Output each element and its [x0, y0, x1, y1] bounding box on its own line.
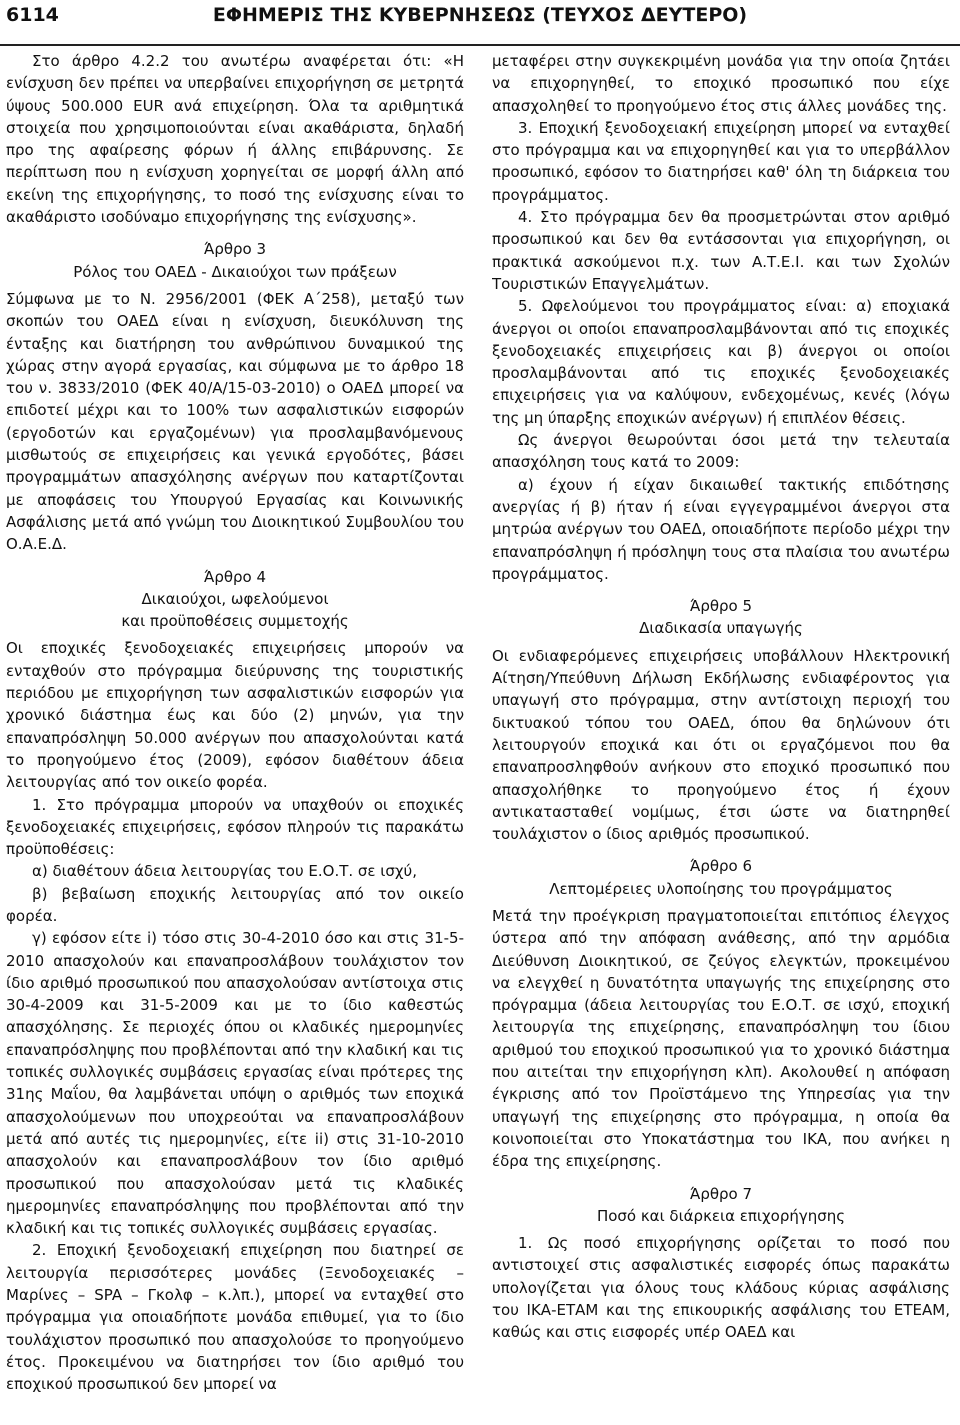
article-6-text: Μετά την προέγκριση πραγματοποιείται επιτόπιος έλεγχος ύστερα από την απόφαση ανάθεσης, από την αρμόδια Διεύθυνση Διοικητικού, σε ζεύγος ελεγκτών, προκειμένου να ελεγχθεί η δυνατότητα υπαγωγής της επιχείρησης στο πρόγραμμα (άδεια λειτουργίας του Ε.Ο.Τ. σε ισχύ, εποχική λειτουργία της επιχείρησης, επαναπρόσληψη του ίδιου αριθμού του εποχικού προσωπικού για το χρονικό διάστημα που αιτείται την επιχορήγηση κλπ). Ακολουθεί η απόφαση έγκρισης από τον Προϊστάμενο της Υπηρεσίας για την υπαγωγή της επιχείρησης στο πρόγραμμα, η οποία θα κοινοποιείται στο Υποκατάστημα του ΙΚΑ, που ανήκει η έδρα της επιχείρησης.	[492, 906, 950, 1171]
article-5-text: Οι ενδιαφερόμενες επιχειρήσεις υποβάλλουν Ηλεκτρονική Αίτηση/Υπεύθυνη Δήλωση Εκδήλωσης ενδιαφέροντος για υπαγωγή στο πρόγραμμα, στην αντίστοιχη περιοχή του δικτυακού τόπου του ΟΑΕΔ, όπου θα δηλώνουν ότι λειτουργούν εποχικά και ότι οι εργαζόμενοι που θα επαναπροσληφθούν ανήκουν στο εποχικό προσωπικό που απασχολήθηκε το προηγούμενο έτος ή έχουν αντικατασταθεί νομίμως, έτσι ώστε να διατηρηθεί τουλάχιστον ο ίδιος αριθμός προσωπικού.	[492, 646, 950, 844]
article-6-title: Λεπτομέρειες υλοποίησης του προγράμματος	[549, 879, 893, 898]
paragraph: 2. Εποχική ξενοδοχειακή επιχείρηση που διατηρεί σε λειτουργία περισσότερες μονάδες (Ξενοδοχειακές – Μαρίνες – SPA – Γκολφ – κ.λπ.), μπορεί να ενταχθεί στο πρόγραμμα για οποιαδήποτε μονάδα επιθυμεί, για το ίδιο τουλάχιστον προσωπικό που απασχολούσε το προηγούμενο έτος. Προκειμένου να διατηρήσει τον ίδιο αριθμό του εποχικού προσωπικού δεν μπορεί να	[6, 1241, 464, 1394]
page-header	[0, 0, 960, 46]
article-4-intro: Οι εποχικές ξενοδοχειακές επιχειρήσεις μπορούν να ενταχθούν στο πρόγραμμα διεύρυνσης της τουριστικής περιόδου με επιχορήγηση των ασφαλιστικών εισφορών για χρονικό διάστημα έως και δύο (2) μηνών, για την επαναπρόσληψη 50.000 ανέργων που απασχολούνται κατά το προηγούμενο έτος (2009), εφόσον διαθέτουν άδεια λειτουργίας από τον οικείο φορέα.	[6, 639, 464, 792]
paragraph: Στο άρθρο 4.2.2 του ανωτέρω αναφέρεται ότι: «Η ενίσχυση δεν πρέπει να υπερβαίνει επιχορήγηση σε μετρητά ύψους 500.000 EUR ανά επιχείρηση. Όλα τα αριθμητικά στοιχεία που χρησιμοποιούνται είναι ακαθάριστα, δηλαδή προ της αφαίρεσης φόρων ή άλλης επιβάρυνσης. Σε περίπτωση που η ενίσχυση χορηγείται σε μορφή άλλη από εκείνη της επιχορήγησης, το ποσό της ενίσχυσης είναι το ακαθάριστο ισοδύναμο επιχορήγησης της ενίσχυσης».	[6, 52, 464, 227]
paragraph: α) διαθέτουν άδεια λειτουργίας του Ε.Ο.Τ. σε ισχύ,	[32, 862, 418, 881]
page-number: 6114	[6, 4, 59, 26]
article-7-title: Ποσό και διάρκεια επιχορήγησης	[596, 1206, 846, 1225]
paragraph: 1. Στο πρόγραμμα μπορούν να υπαχθούν οι εποχικές ξενοδοχειακές επιχειρήσεις, εφόσον πληρούν τις παρακάτω προϋποθέσεις:	[6, 795, 464, 859]
paragraph: Ως άνεργοι θεωρούνται όσοι μετά την τελευταία απασχόληση τους κατά το 2009:	[492, 431, 950, 472]
article-3-number: Άρθρο 3	[203, 240, 267, 259]
article-5-title: Διαδικασία υπαγωγής	[639, 619, 803, 638]
paragraph: 3. Εποχική ξενοδοχειακή επιχείρηση μπορεί να ενταχθεί στο πρόγραμμα και να επιχορηγηθεί και για το υπερβάλλον προσωπικό, εφόσον το διατηρήσει καθ' όλη τη διάρκεια του προγράμματος.	[492, 118, 950, 204]
left-column	[6, 50, 464, 1422]
paragraph: 5. Ωφελούμενοι του προγράμματος είναι: α) εποχιακά άνεργοι οι οποίοι επαναπροσλαμβάνονται από τις εποχικές ξενοδοχειακές επιχειρήσεις και β) άνεργοι οι οποίοι προσλαμβάνονται από τις εποχικές ξενοδοχειακές επιχειρήσεις για να καλύψουν, ενδεχομένως, κενές (λόγω της μη ύπαρξης εποχικών ανέργων) ή επιπλέον θέσεις.	[492, 297, 950, 427]
article-4-number: Άρθρο 4	[203, 567, 267, 586]
paragraph: 4. Στο πρόγραμμα δεν θα προσμετρώνται στον αριθμό προσωπικού και δεν θα εντάσσονται για επιχορήγηση, οι πρακτικά ασκούμενοι π.χ. των Α.Τ.Ε.Ι. και των Σχολών Τουριστικών Επαγγελμάτων.	[492, 208, 950, 293]
right-column	[492, 50, 950, 1422]
paragraph: μεταφέρει στην συγκεκριμένη μονάδα για την οποία ζητάει να επιχορηγηθεί, το εποχικό προσωπικό που είχε απασχοληθεί το προηγούμενο έτος στις άλλες μονάδες της.	[492, 52, 950, 115]
article-4-title-line2: και προϋποθέσεις συμμετοχής	[121, 612, 349, 631]
paragraph: γ) εφόσον είτε i) τόσο στις 30-4-2010 όσο και στις 31-5-2010 απασχολούν και επαναπροσλάβουν τουλάχιστον τον ίδιο αριθμό προσωπικού που απασχολούσαν αντίστοιχα στις 30-4-2009 και 31-5-2009 και με το ίδιο καθεστώς απασχόλησης. Σε περιοχές όπου οι κλαδικές ημερομηνίες επαναπρόσληψης που προβλέπονται από την κλαδική και τις τοπικές συλλογικές συμβάσεις εργασίας είναι πρότερες της 31ης Μαΐου, θα λαμβάνεται υπόψη ο αριθμός των εποχικά απασχολούμενων που υποχρεούται να επαναπροσλάβουν μετά από αυτές τις ημερομηνίες, είτε ii) στις 31-10-2010 απασχολούν και επαναπροσλάβουν τον ίδιο αριθμό προσωπικού που απασχολούσαν μετά τις κλαδικές ημερομηνίες επαναπρόσληψης που προβλέπονται από την κλαδική και τις τοπικές συλλογικές συμβάσεις εργασίας.	[6, 929, 464, 1238]
paragraph: β) βεβαίωση εποχικής λειτουργίας από τον οικείο φορέα.	[6, 884, 464, 925]
article-3-text: Σύμφωνα με το Ν. 2956/2001 (ΦΕΚ Α΄258), μεταξύ των σκοπών του ΟΑΕΔ είναι η ενίσχυση, διευκόλυνση της ένταξης και διατήρηση του ανθρώπινου δυναμικού της χώρας στην αγορά εργασίας, και σύμφωνα με το άρθρο 18 του ν. 3833/2010 (ΦΕΚ 40/Α/15-03-2010) ο ΟΑΕΔ μπορεί να επιδοτεί μέχρι και το 100% των ασφαλιστικών εισφορών (εργοδοτών και εργαζομένων) για προσλαμβανόμενους μισθωτούς σε επιχειρήσεις και γενικά εργοδότες, βάσει προγραμμάτων απασχόλησης ανέργων που καταρτίζονται με αποφάσεις του Υπουργού Εργασίας και Κοινωνικής Ασφάλισης μετά από γνώμη του Διοικητικού Συμβουλίου του Ο.Α.Ε.Δ.	[6, 289, 464, 554]
article-3-title: Ρόλος του ΟΑΕΔ - Δικαιούχοι των πράξεων	[73, 262, 397, 281]
article-4-title-line1: Δικαιούχοι, ωφελούμενοι	[141, 589, 329, 608]
article-7-number: Άρθρο 7	[689, 1184, 753, 1203]
article-7-text: 1. Ως ποσό επιχορήγησης ορίζεται το ποσό που αντιστοιχεί στις ασφαλιστικές εισφορές όπως παρακάτω υπολογίζεται για όλους τους κλάδους κύριας ασφάλισης του ΙΚΑ-ΕΤΑΜ και της επικουρικής ασφάλισης του ΕΤΕΑΜ, καθώς και στις εισφορές υπέρ ΟΑΕΔ και	[492, 1234, 950, 1342]
article-6-number: Άρθρο 6	[689, 857, 753, 876]
article-5-number: Άρθρο 5	[689, 597, 753, 616]
journal-title: ΕΦΗΜΕΡΙΣ ΤΗΣ ΚΥΒΕΡΝΗΣΕΩΣ (ΤΕΥΧΟΣ ΔΕΥΤΕΡΟ)	[212, 4, 748, 26]
paragraph: α) έχουν ή είχαν δικαιωθεί τακτικής επιδότησης ανεργίας ή β) ήταν ή είναι εγγεγραμμένοι άνεργοι στα μητρώα ανέργων του ΟΑΕΔ, οποιαδήποτε περίοδο μέχρι την επαναπρόσληψη ή πρόσληψη τους στα πλαίσια του ανωτέρω προγράμματος.	[492, 475, 950, 583]
